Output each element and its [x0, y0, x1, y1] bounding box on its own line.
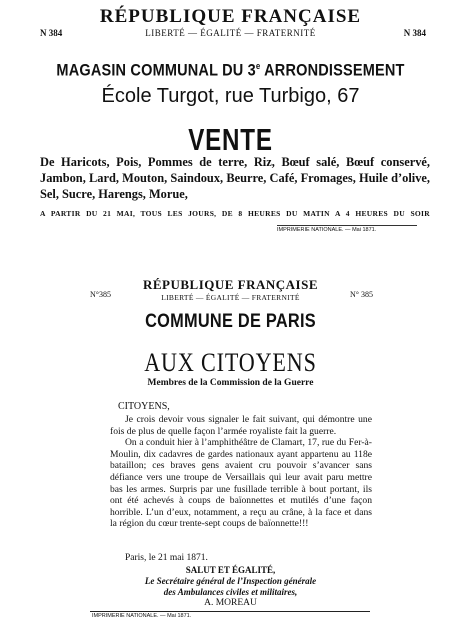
poster1-vente-title: VENTE: [188, 122, 273, 157]
poster2-salutation: CITOYENS,: [118, 401, 170, 412]
poster2-number-right: N° 385: [350, 290, 373, 299]
poster2-aux-citoyens: AUX CITOYENS: [144, 348, 317, 377]
poster1-magasin-heading: [28, 61, 434, 81]
poster1-republique: RÉPUBLIQUE FRANÇAISE: [99, 6, 362, 27]
poster2-paragraph-2: On a conduit hier à l’amphithéâtre de Clamart, 17, rue du Fer-à-Moulin, dix cadavres de gardes nationaux ayant appartenu au 118e bataillon; ces braves gens avaient cru pouvoir s’avancer sans défiance vers une troupe de Versaillais qui leur avait paru mettre bas les armes. Surpris par une fusillade terrible à bout portant, ils ont été achevés à coups de baïonnettes et mutilés d’une façon horrible. L’un d’eux, notamment, a reçu au crâne, à la face et dans la région du cœur trente-sept coups de baïonnette!!!: [110, 437, 372, 530]
poster1-ecole: École Turgot, rue Turbigo, 67: [101, 85, 360, 107]
poster2-commune-heading: COMMUNE DE PARIS: [145, 311, 316, 332]
poster2-signature-title-1: Le Secrétaire général de l’Inspection générale: [144, 576, 317, 586]
poster1-number-left: N 384: [40, 28, 63, 38]
poster1-number-right: N 384: [403, 28, 426, 38]
poster2-salut: SALUT ET ÉGALITÉ,: [185, 565, 276, 575]
poster2-number-left: N°385: [90, 290, 111, 299]
poster1-imprimerie: IMPRIMERIE NATIONALE. — Mai 1871.: [277, 227, 377, 233]
poster1-magasin-sup: e: [255, 61, 261, 71]
poster2-membres: Membres de la Commission de la Guerre: [147, 378, 314, 388]
poster1-magasin-pre: MAGASIN COMMUNAL DU 3: [56, 61, 256, 80]
poster2-republique: RÉPUBLIQUE FRANÇAISE: [142, 277, 319, 292]
poster2-date: Paris, le 21 mai 1871.: [125, 553, 208, 563]
poster2-devise: LIBERTÉ — ÉGALITÉ — FRATERNITÉ: [161, 293, 300, 302]
poster1-devise: LIBERTÉ — ÉGALITÉ — FRATERNITÉ: [145, 28, 316, 38]
poster1-magasin-post: ARRONDISSEMENT: [260, 61, 405, 80]
poster2-signature-title-2: des Ambulances civiles et militaires,: [163, 587, 298, 597]
poster1-hours: A PARTIR DU 21 MAI, TOUS LES JOURS, DE 8 HEURES DU MATIN A 4 HEURES DU SOIR: [40, 209, 430, 218]
poster2-divider: [90, 611, 370, 612]
poster2-signature-name: A. MOREAU: [204, 598, 257, 608]
poster1-items-list: De Haricots, Pois, Pommes de terre, Riz, Bœuf salé, Bœuf conservé, Jambon, Lard, Mouton, Saindoux, Beurre, Café, Fromages, Huile d’olive, Sel, Sucre, Harengs, Morue,: [40, 155, 430, 201]
poster2-imprimerie: IMPRIMERIE NATIONALE. — Mai 1871.: [92, 613, 192, 619]
poster1-divider: [277, 225, 417, 226]
poster2-body: [110, 414, 372, 530]
poster2-paragraph-1: Je crois devoir vous signaler le fait suivant, qui démontre une fois de plus de quelle façon l’armée royaliste fait la guerre.: [110, 414, 372, 437]
